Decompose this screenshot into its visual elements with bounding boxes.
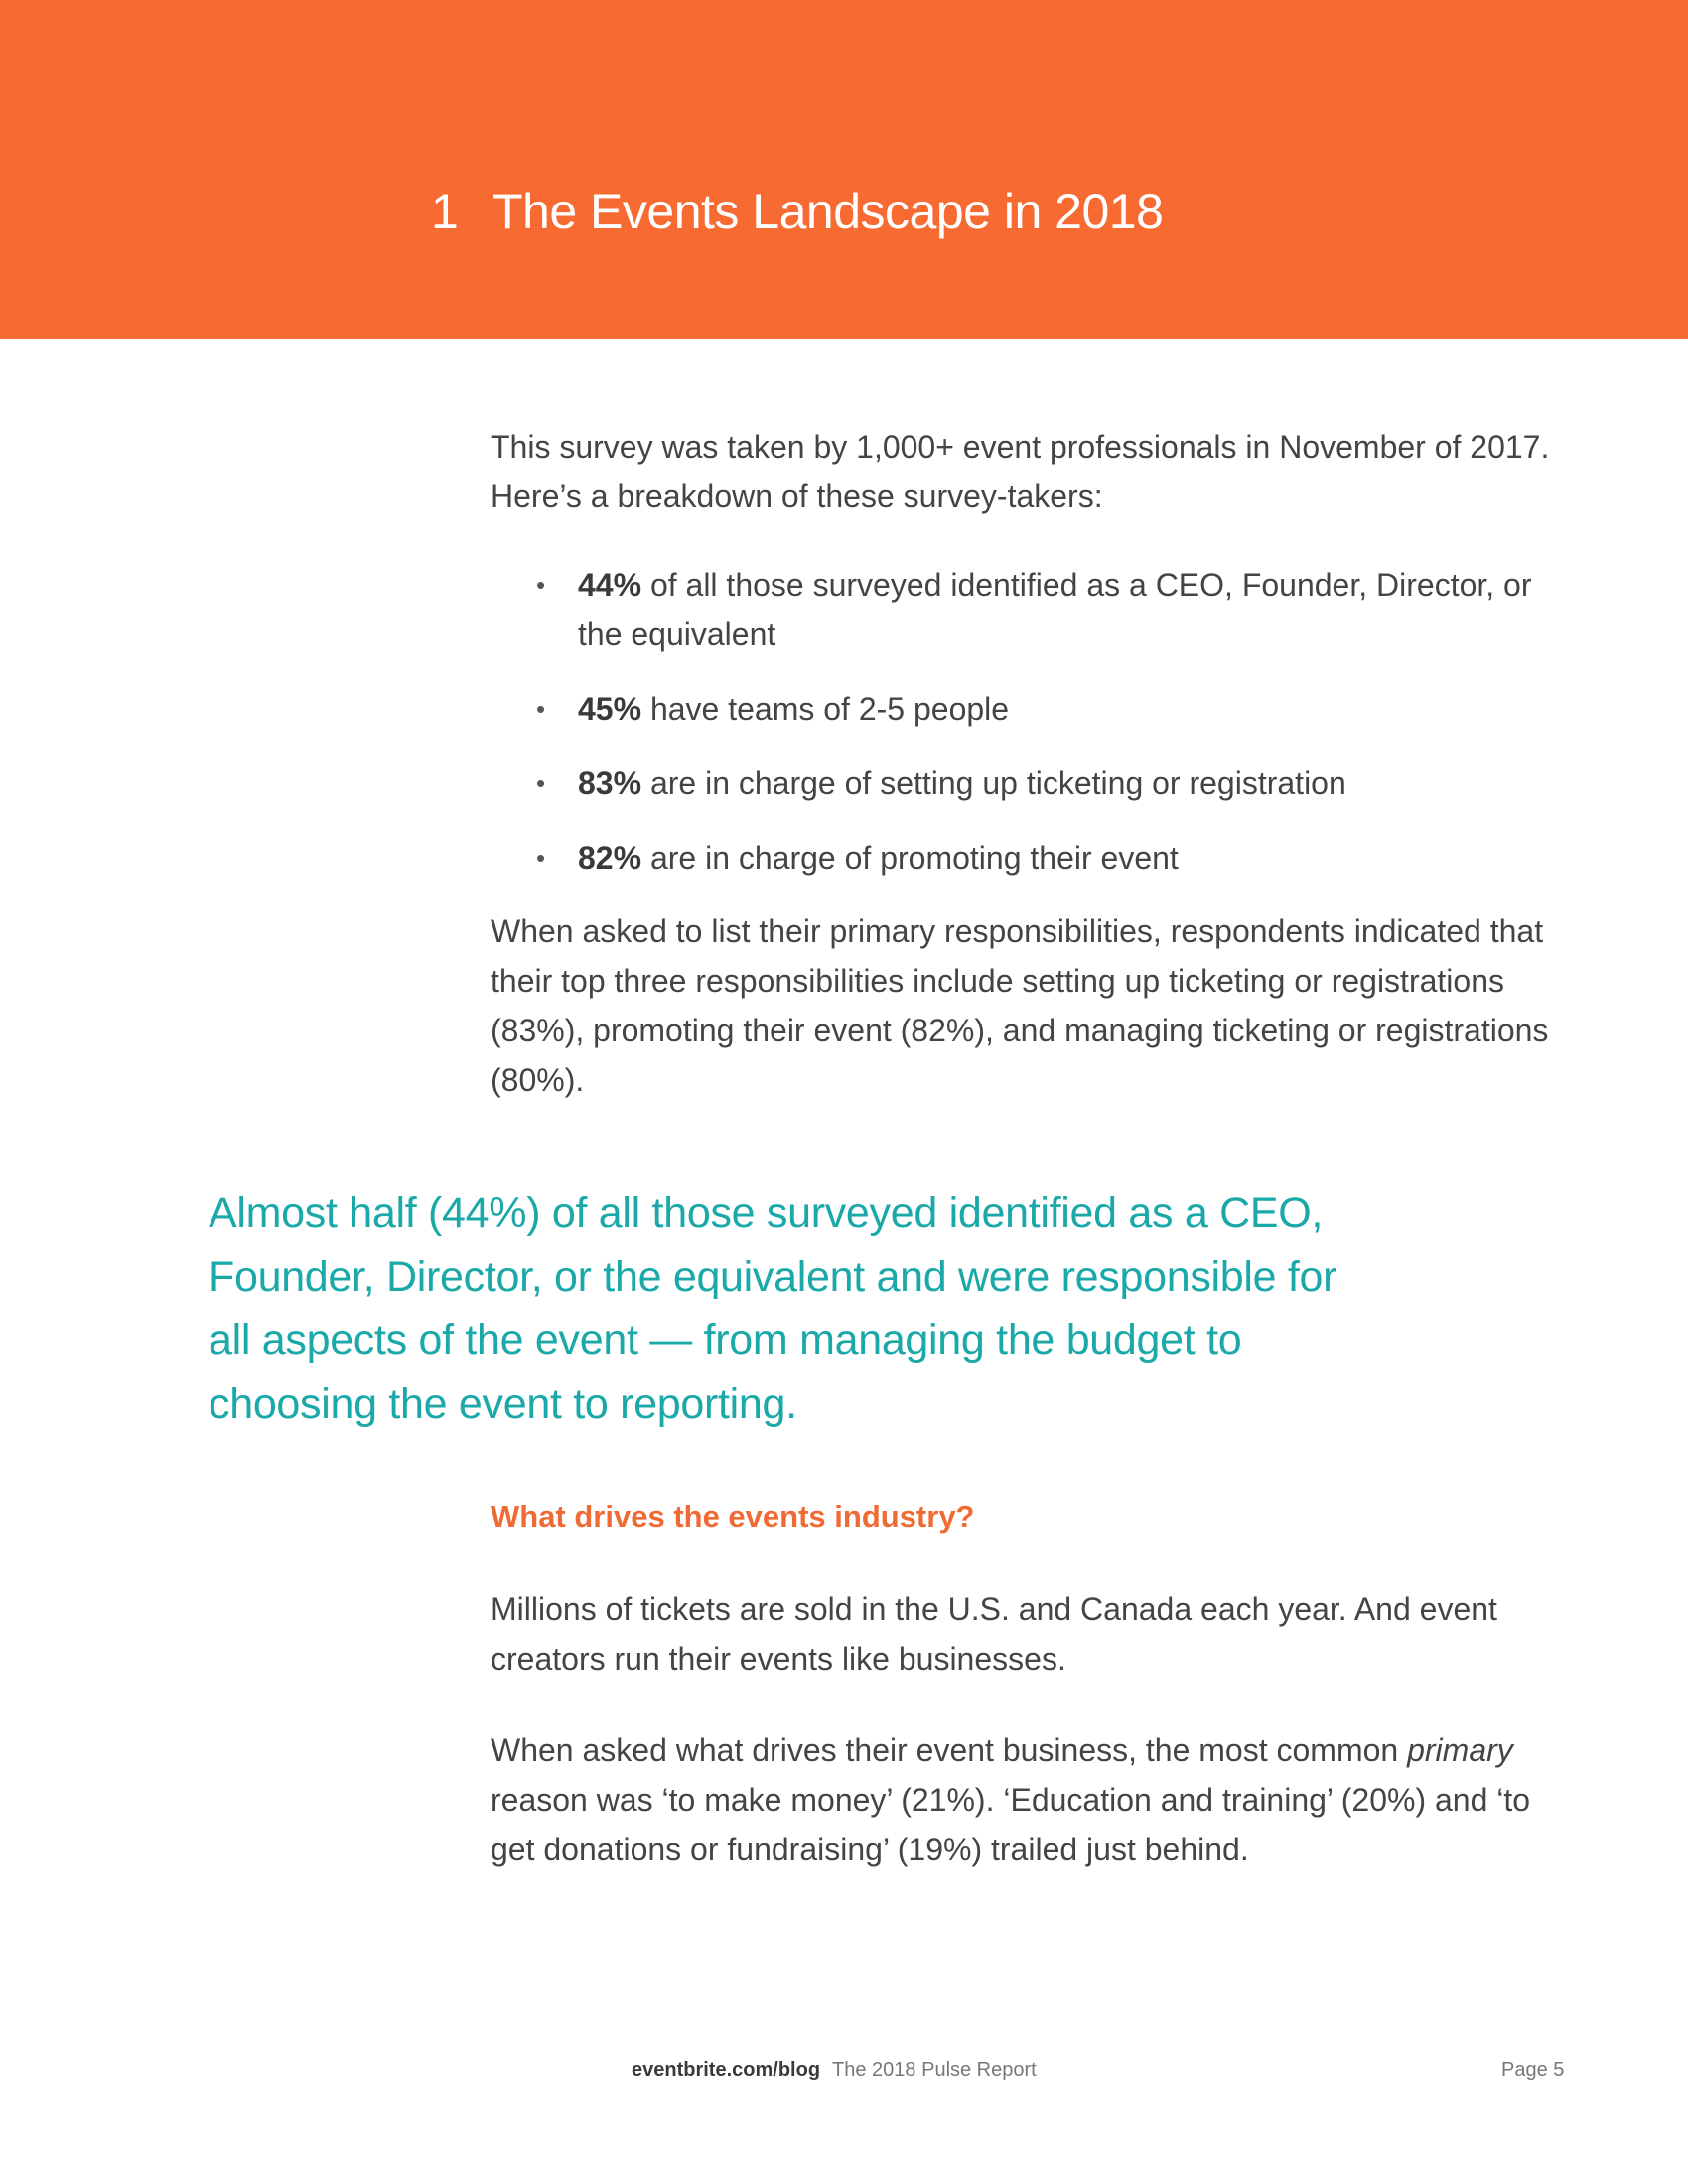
- section-heading: What drives the events industry?: [491, 1499, 975, 1534]
- stat-value: 83%: [578, 765, 642, 801]
- chapter-header-band: [0, 0, 1688, 339]
- page-number: [1501, 2059, 1564, 2082]
- survey-stats-list: [536, 560, 1569, 907]
- drivers-paragraph: [491, 1725, 1573, 1874]
- bullet-icon: •: [536, 570, 546, 600]
- drivers-text-end: reason was ‘to make money’ (21%). ‘Education and training’ (20%) and ‘to get donations or fundraising’ (19%) trailed just behind.: [491, 1782, 1531, 1867]
- tickets-paragraph: [491, 1584, 1573, 1684]
- page-number-value: 5: [1553, 2059, 1565, 2081]
- bullet-icon: •: [536, 768, 546, 798]
- stat-value: 45%: [578, 691, 642, 727]
- footer-blog-link[interactable]: eventbrite.com/blog: [632, 2059, 821, 2081]
- list-item: [536, 833, 1569, 883]
- page-label: Page: [1501, 2059, 1548, 2081]
- chapter-number: 1: [431, 184, 459, 239]
- stat-text: have teams of 2-5 people: [641, 691, 1010, 727]
- footer-report-name: The 2018 Pulse Report: [832, 2059, 1037, 2081]
- intro-text: This survey was taken by 1,000+ event professionals in November of 2017. Here’s a breakdown of these survey-takers:: [491, 429, 1550, 514]
- stat-text: are in charge of setting up ticketing or registration: [641, 765, 1346, 801]
- tickets-text: Millions of tickets are sold in the U.S. and Canada each year. And event creators run their events like businesses.: [491, 1591, 1497, 1677]
- intro-paragraph: [491, 422, 1573, 521]
- drivers-text-start: When asked what drives their event business, the most common: [491, 1732, 1408, 1768]
- stat-text: of all those surveyed identified as a CEO, Founder, Director, or the equivalent: [578, 567, 1532, 652]
- bullet-icon: •: [536, 694, 546, 724]
- pull-quote: Almost half (44%) of all those surveyed identified as a CEO, Founder, Director, or the equivalent and were responsible for all aspects of the event — from managing the budget to choosing the event to reporting.: [209, 1189, 1337, 1428]
- drivers-text: [491, 1725, 1573, 1874]
- drivers-text-emphasis: primary: [1407, 1732, 1513, 1768]
- stat-value: 82%: [578, 840, 642, 876]
- bullet-icon: •: [536, 843, 546, 873]
- footer-source: [632, 2059, 1037, 2082]
- chapter-title: [431, 184, 1164, 239]
- chapter-title-text: The Events Landscape in 2018: [492, 184, 1164, 239]
- list-item: [536, 758, 1569, 808]
- list-item: [536, 560, 1569, 659]
- page-footer: [0, 2059, 1688, 2089]
- stat-value: 44%: [578, 567, 642, 603]
- stat-text: are in charge of promoting their event: [641, 840, 1179, 876]
- list-item: [536, 684, 1569, 734]
- responsibilities-text: When asked to list their primary responsibilities, respondents indicated that their top three responsibilities include setting up ticketing or registrations (83%), promoting their event (82%), and managing ticketing or registrations (80%).: [491, 913, 1549, 1098]
- responsibilities-paragraph: [491, 906, 1573, 1105]
